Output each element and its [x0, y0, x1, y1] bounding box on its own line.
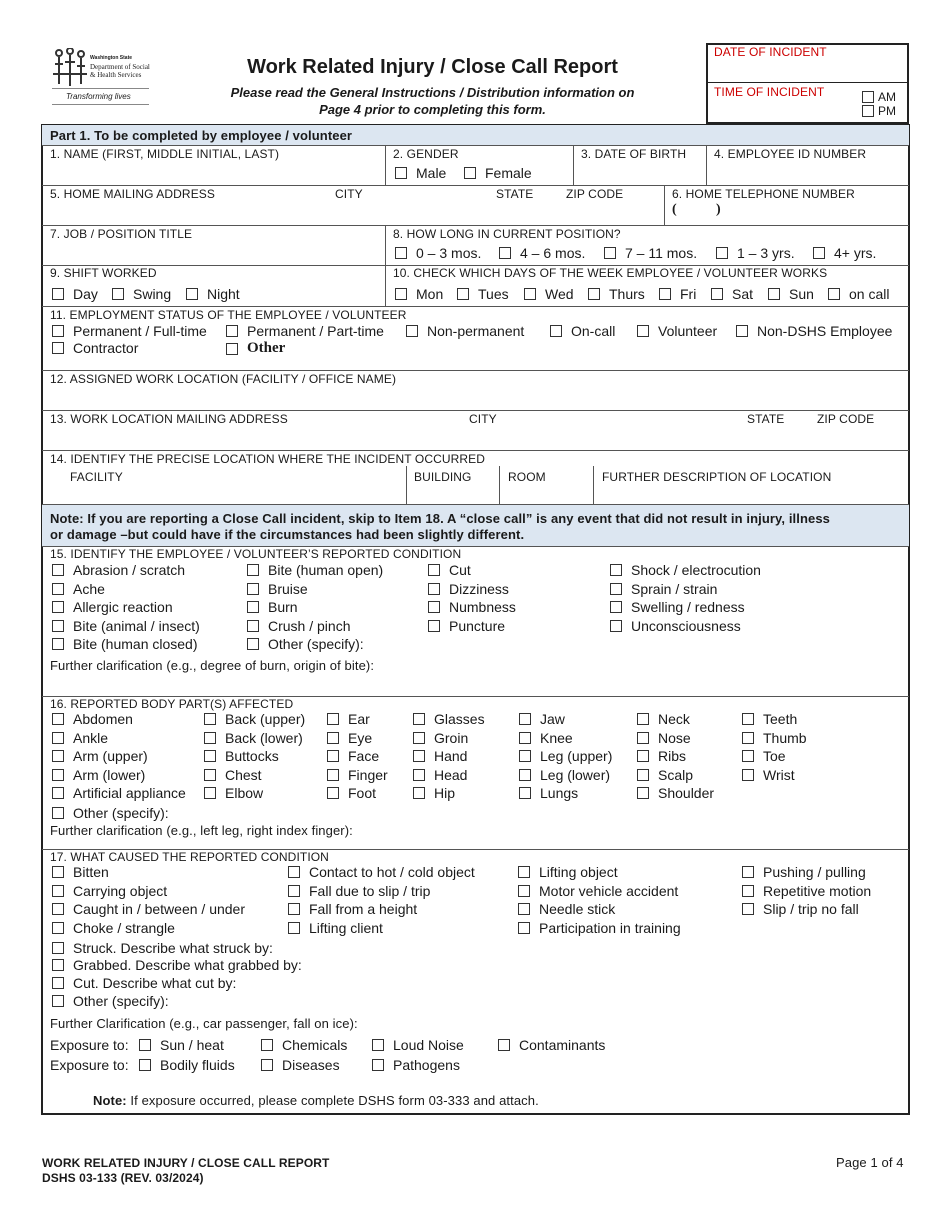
- condition-label: Crush / pinch: [268, 617, 351, 634]
- work-city-label: CITY: [469, 412, 497, 426]
- status-option[interactable]: [406, 323, 524, 339]
- cause-checkbox[interactable]: [52, 883, 167, 899]
- body-part-checkbox[interactable]: [204, 711, 305, 727]
- work-address-field[interactable]: 13. WORK LOCATION MAILING ADDRESS: [50, 412, 288, 426]
- body-part-checkbox[interactable]: [413, 785, 455, 801]
- exposure-option-label: Pathogens: [393, 1057, 460, 1073]
- body-part-label: Shoulder: [658, 785, 715, 802]
- day-option-label: Tues: [478, 286, 509, 302]
- gender-male-label: Male: [416, 165, 447, 181]
- body-part-label: Arm (lower): [73, 766, 146, 783]
- day-option-label: Mon: [416, 286, 444, 302]
- incident-room-field[interactable]: ROOM: [508, 470, 546, 484]
- body-part-label: Ear: [348, 711, 370, 727]
- body-part-label: Jaw: [540, 711, 565, 727]
- body-part-label: Hand: [434, 748, 468, 765]
- exposure-option-label: Contaminants: [519, 1037, 606, 1053]
- logo-dept-1: Department of Social: [90, 63, 150, 71]
- days-label: 10. CHECK WHICH DAYS OF THE WEEK EMPLOYEE / VOLUNTEER WORKS: [393, 266, 828, 280]
- status-option-label: On-call: [571, 323, 616, 339]
- status-option-label: Non-DSHS Employee: [757, 323, 893, 339]
- status-option-label: Contractor: [73, 340, 139, 356]
- body-part-checkbox[interactable]: [52, 730, 108, 746]
- cause-checkbox[interactable]: [52, 920, 175, 936]
- body-parts-label: 16. REPORTED BODY PART(S) AFFECTED: [50, 697, 294, 711]
- body-part-label: Head: [434, 766, 468, 783]
- day-option-label: Sun: [789, 286, 814, 302]
- am-label: AM: [878, 90, 896, 104]
- how-long-option-label: 4+ yrs.: [834, 245, 877, 261]
- condition-checkbox[interactable]: [52, 562, 185, 578]
- body-part-checkbox[interactable]: [52, 748, 148, 764]
- body-part-label: Ribs: [658, 748, 687, 765]
- body-part-checkbox[interactable]: [327, 711, 370, 727]
- body-part-label: Nose: [658, 729, 691, 746]
- part1-heading: Part 1. To be completed by employee / volunteer: [50, 128, 353, 143]
- body-part-checkbox[interactable]: [52, 767, 145, 783]
- condition-label: Bite (human open): [268, 562, 384, 578]
- condition-label: Abrasion / scratch: [73, 562, 186, 578]
- precise-location-label: 14. IDENTIFY THE PRECISE LOCATION WHERE THE INCIDENT OCCURRED: [50, 452, 486, 466]
- exposure-checkbox[interactable]: [261, 1037, 347, 1053]
- cause-label: Carrying object: [73, 882, 168, 899]
- status-option[interactable]: [52, 323, 207, 339]
- cause-label: Bitten: [73, 864, 109, 880]
- condition-checkbox[interactable]: [428, 618, 505, 634]
- condition-label: Puncture: [449, 617, 506, 634]
- cause-label: Contact to hot / cold object: [309, 864, 475, 880]
- dob-field[interactable]: 3. DATE OF BIRTH: [581, 147, 687, 161]
- cause-clarification-field[interactable]: Further Clarification (e.g., car passenger, fall on ice):: [50, 1016, 358, 1031]
- shift-option-label: Night: [207, 286, 240, 302]
- body-part-label: Finger: [348, 766, 388, 783]
- body-part-checkbox[interactable]: [52, 711, 133, 727]
- cause-label: 17. WHAT CAUSED THE REPORTED CONDITION: [50, 850, 329, 864]
- status-option-label: Permanent / Part-time: [247, 323, 384, 339]
- condition-checkbox[interactable]: [428, 599, 516, 615]
- exposure-note-text: If exposure occurred, please complete DSHS form 03-333 and attach.: [126, 1093, 539, 1108]
- cause-label: Slip / trip no fall: [763, 901, 859, 918]
- cause-checkbox[interactable]: [288, 920, 383, 936]
- condition-checkbox[interactable]: [247, 581, 308, 597]
- condition-label: Cut: [449, 562, 471, 578]
- body-part-checkbox[interactable]: [327, 730, 372, 746]
- exposure-label-row-1: Exposure to:: [50, 1037, 129, 1053]
- body-part-label: Thumb: [763, 729, 807, 746]
- cause-label: Repetitive motion: [763, 882, 872, 899]
- instructions-line-1: Please read the General Instructions / Distribution information on: [230, 85, 635, 100]
- body-part-label: Teeth: [763, 711, 798, 727]
- phone-paren-open: (: [672, 202, 677, 217]
- body-part-label: Artificial appliance: [73, 785, 186, 802]
- body-part-checkbox[interactable]: [519, 711, 565, 727]
- status-option[interactable]: [226, 323, 384, 339]
- close-call-note-line-2: or damage –but could have if the circumstances had been slightly different.: [50, 527, 525, 542]
- body-part-label: Abdomen: [73, 711, 133, 727]
- body-part-label: Toe: [763, 748, 786, 765]
- body-part-label: Foot: [348, 785, 377, 802]
- condition-checkbox[interactable]: [52, 618, 200, 634]
- body-part-checkbox[interactable]: [637, 767, 693, 783]
- how-long-option-label: 7 – 11 mos.: [625, 245, 698, 261]
- body-part-checkbox[interactable]: [413, 748, 467, 764]
- body-part-label: Neck: [658, 711, 690, 727]
- body-part-checkbox[interactable]: [637, 785, 714, 801]
- condition-checkbox[interactable]: [247, 562, 383, 578]
- home-phone-field[interactable]: 6. HOME TELEPHONE NUMBER: [672, 187, 855, 201]
- cause-checkbox[interactable]: [52, 901, 245, 917]
- how-long-option-label: 1 – 3 yrs.: [737, 245, 795, 261]
- day-option-label: Sat: [732, 286, 754, 302]
- how-long-option-label: 0 – 3 mos.: [416, 245, 482, 261]
- shift-option[interactable]: [52, 286, 98, 302]
- exposure-option-label: Chemicals: [282, 1037, 348, 1053]
- how-long-option[interactable]: [499, 245, 585, 261]
- body-part-checkbox[interactable]: [204, 730, 303, 746]
- shift-option[interactable]: [186, 286, 240, 302]
- cause-checkbox[interactable]: [518, 883, 678, 899]
- condition-label: Dizziness: [449, 580, 509, 597]
- gender-male-checkbox[interactable]: [395, 165, 446, 181]
- body-part-label: Groin: [434, 729, 469, 746]
- condition-checkbox[interactable]: [52, 581, 105, 597]
- pm-label: PM: [878, 104, 896, 118]
- cause-label: Choke / strangle: [73, 919, 175, 936]
- condition-checkbox[interactable]: [610, 581, 717, 597]
- logo-dept-2: & Health Services: [90, 71, 142, 79]
- status-option-label: Other: [247, 340, 286, 356]
- status-option[interactable]: [52, 340, 138, 356]
- cause-checkbox[interactable]: [288, 901, 417, 917]
- day-option[interactable]: [659, 286, 696, 302]
- body-part-checkbox[interactable]: [742, 748, 786, 764]
- cause-checkbox[interactable]: [742, 864, 866, 880]
- body-part-label: Wrist: [763, 766, 795, 783]
- condition-label: Allergic reaction: [73, 599, 173, 616]
- how-long-label: 8. HOW LONG IN CURRENT POSITION?: [393, 227, 621, 241]
- body-part-label: Elbow: [225, 785, 264, 802]
- home-state-label: STATE: [496, 187, 534, 201]
- body-part-checkbox[interactable]: [204, 785, 263, 801]
- condition-label: Unconsciousness: [631, 617, 741, 634]
- cause-checkbox[interactable]: [742, 901, 859, 917]
- cause-label: Participation in training: [539, 919, 681, 936]
- body-part-checkbox[interactable]: [742, 711, 797, 727]
- exposure-option-label: Bodily fluids: [160, 1057, 235, 1073]
- body-part-label: Scalp: [658, 766, 694, 783]
- incident-location-description-field[interactable]: FURTHER DESCRIPTION OF LOCATION: [602, 470, 832, 484]
- cause-checkbox[interactable]: [518, 864, 618, 880]
- condition-checkbox[interactable]: [428, 581, 509, 597]
- cause-extra-label: Other (specify):: [73, 993, 169, 1009]
- day-option-label: on call: [849, 286, 890, 302]
- body-part-label: Back (upper): [225, 711, 306, 727]
- close-call-note-line-1: Note: If you are reporting a Close Call incident, skip to Item 18. A “close call” is any event that did not result in injury, illness: [50, 511, 830, 526]
- cause-label: Pushing / pulling: [763, 864, 866, 880]
- condition-clarification-field[interactable]: Further clarification (e.g., degree of burn, origin of bite):: [50, 658, 375, 673]
- cause-label: Caught in / between / under: [73, 901, 246, 918]
- day-option[interactable]: [457, 286, 509, 302]
- cause-checkbox[interactable]: [288, 864, 475, 880]
- status-option-label: Volunteer: [658, 323, 718, 339]
- body-part-label: Arm (upper): [73, 748, 148, 765]
- day-option[interactable]: [768, 286, 814, 302]
- name-field[interactable]: 1. NAME (FIRST, MIDDLE INITIAL, LAST): [50, 147, 280, 161]
- body-part-checkbox[interactable]: [413, 730, 468, 746]
- body-part-checkbox[interactable]: [52, 785, 186, 801]
- body-part-label: Leg (upper): [540, 748, 613, 765]
- exposure-checkbox[interactable]: [261, 1057, 340, 1073]
- body-part-checkbox[interactable]: [327, 785, 376, 801]
- body-part-label: Buttocks: [225, 748, 279, 765]
- how-long-option[interactable]: [604, 245, 697, 261]
- body-part-checkbox[interactable]: [204, 748, 279, 764]
- cause-checkbox[interactable]: [518, 901, 615, 917]
- day-option[interactable]: [588, 286, 645, 302]
- body-part-label: Lungs: [540, 785, 579, 802]
- gender-female-checkbox[interactable]: [464, 165, 532, 181]
- shift-option-label: Swing: [133, 286, 172, 302]
- home-city-label: CITY: [335, 187, 363, 201]
- body-part-label: Face: [348, 748, 380, 765]
- body-part-other-label: Other (specify):: [73, 805, 169, 821]
- status-option-label: Permanent / Full-time: [73, 323, 207, 339]
- cause-extra-checkbox[interactable]: [52, 993, 169, 1009]
- dshs-logo: [50, 46, 150, 106]
- cause-checkbox[interactable]: [742, 883, 871, 899]
- footer-page-number: Page 1 of 4: [836, 1155, 904, 1170]
- work-state-label: STATE: [747, 412, 785, 426]
- body-part-checkbox[interactable]: [742, 767, 795, 783]
- condition-label: 15. IDENTIFY THE EMPLOYEE / VOLUNTEER’S REPORTED CONDITION: [50, 547, 462, 561]
- body-part-other-checkbox[interactable]: [52, 805, 169, 821]
- body-part-label: Ankle: [73, 729, 109, 746]
- home-address-field[interactable]: 5. HOME MAILING ADDRESS: [50, 187, 216, 201]
- shift-option[interactable]: [112, 286, 171, 302]
- condition-checkbox[interactable]: [52, 636, 198, 652]
- how-long-option-label: 4 – 6 mos.: [520, 245, 586, 261]
- day-option[interactable]: [524, 286, 574, 302]
- body-part-label: Back (lower): [225, 729, 303, 746]
- body-part-label: Knee: [540, 729, 573, 746]
- exposure-note-bold: Note:: [93, 1093, 127, 1108]
- condition-label: Swelling / redness: [631, 599, 745, 616]
- body-part-checkbox[interactable]: [413, 767, 467, 783]
- cause-extra-checkbox[interactable]: [52, 957, 302, 973]
- exposure-checkbox[interactable]: [139, 1037, 224, 1053]
- logo-tagline: Transforming lives: [66, 92, 131, 101]
- body-parts-clarification-field[interactable]: Further clarification (e.g., left leg, right index finger):: [50, 823, 353, 838]
- body-part-label: Eye: [348, 729, 373, 746]
- gender-label: 2. GENDER: [393, 147, 459, 161]
- body-part-checkbox[interactable]: [519, 730, 573, 746]
- body-part-checkbox[interactable]: [519, 767, 610, 783]
- body-part-checkbox[interactable]: [637, 730, 691, 746]
- day-option-label: Fri: [680, 286, 697, 302]
- condition-checkbox[interactable]: [52, 599, 173, 615]
- exposure-checkbox[interactable]: [498, 1037, 605, 1053]
- body-part-checkbox[interactable]: [519, 785, 578, 801]
- body-part-label: Leg (lower): [540, 766, 611, 783]
- condition-label: Shock / electrocution: [631, 562, 761, 578]
- condition-label: Burn: [268, 599, 298, 616]
- am-checkbox[interactable]: [862, 90, 896, 104]
- day-option[interactable]: [828, 286, 889, 302]
- condition-checkbox[interactable]: [610, 562, 761, 578]
- body-part-label: Chest: [225, 766, 262, 783]
- body-part-label: Glasses: [434, 711, 485, 727]
- date-of-incident-field[interactable]: DATE OF INCIDENT: [714, 45, 827, 59]
- body-part-checkbox[interactable]: [519, 748, 612, 764]
- status-option-other[interactable]: [226, 340, 285, 357]
- exposure-note: [93, 1093, 539, 1108]
- cause-extra-label: Grabbed. Describe what grabbed by:: [73, 957, 302, 973]
- day-option[interactable]: [395, 286, 443, 302]
- status-option-label: Non-permanent: [427, 323, 525, 339]
- body-part-checkbox[interactable]: [204, 767, 262, 783]
- body-part-checkbox[interactable]: [742, 730, 807, 746]
- how-long-option[interactable]: [813, 245, 876, 261]
- shift-label: 9. SHIFT WORKED: [50, 266, 157, 280]
- cause-checkbox[interactable]: [52, 864, 109, 880]
- how-long-option[interactable]: [395, 245, 481, 261]
- exposure-label-row-2: Exposure to:: [50, 1057, 129, 1073]
- day-option-label: Wed: [545, 286, 574, 302]
- body-part-checkbox[interactable]: [327, 767, 388, 783]
- condition-label: Numbness: [449, 599, 516, 616]
- footer-form-title: WORK RELATED INJURY / CLOSE CALL REPORT: [42, 1156, 330, 1170]
- pm-checkbox[interactable]: [862, 104, 896, 118]
- page-title: Work Related Injury / Close Call Report: [247, 56, 618, 78]
- condition-checkbox[interactable]: [247, 618, 350, 634]
- footer-form-number: DSHS 03-133 (REV. 03/2024): [42, 1171, 204, 1185]
- exposure-checkbox[interactable]: [372, 1057, 460, 1073]
- employee-id-field[interactable]: 4. EMPLOYEE ID NUMBER: [714, 147, 867, 161]
- day-option-label: Thurs: [609, 286, 645, 302]
- body-part-checkbox[interactable]: [327, 748, 379, 764]
- condition-label: Ache: [73, 580, 105, 597]
- status-option[interactable]: [736, 323, 892, 339]
- condition-checkbox[interactable]: [247, 599, 298, 615]
- cause-extra-checkbox[interactable]: [52, 975, 236, 991]
- cause-label: Fall due to slip / trip: [309, 882, 431, 899]
- cause-checkbox[interactable]: [518, 920, 681, 936]
- condition-label: Bite (human closed): [73, 636, 198, 653]
- body-part-checkbox[interactable]: [413, 711, 485, 727]
- condition-checkbox[interactable]: [610, 599, 745, 615]
- how-long-option[interactable]: [716, 245, 795, 261]
- instructions-line-2: Page 4 prior to completing this form.: [319, 102, 546, 117]
- condition-label: Other (specify):: [268, 636, 364, 653]
- exposure-checkbox[interactable]: [139, 1057, 235, 1073]
- time-of-incident-field[interactable]: TIME OF INCIDENT: [714, 85, 825, 99]
- condition-label: Sprain / strain: [631, 580, 718, 597]
- condition-checkbox[interactable]: [247, 636, 364, 652]
- body-part-label: Hip: [434, 785, 456, 802]
- condition-checkbox[interactable]: [610, 618, 741, 634]
- gender-female-label: Female: [485, 165, 532, 181]
- dshs-logo-figures-icon: [52, 48, 88, 88]
- employment-status-label: 11. EMPLOYMENT STATUS OF THE EMPLOYEE / VOLUNTEER: [50, 308, 407, 322]
- exposure-option-label: Loud Noise: [393, 1037, 464, 1053]
- cause-label: Fall from a height: [309, 901, 418, 918]
- assigned-location-field[interactable]: 12. ASSIGNED WORK LOCATION (FACILITY / OFFICE NAME): [50, 372, 397, 386]
- exposure-option-label: Sun / heat: [160, 1037, 224, 1053]
- status-option[interactable]: [550, 323, 615, 339]
- incident-building-field[interactable]: BUILDING: [414, 470, 472, 484]
- cause-label: Lifting object: [539, 864, 618, 880]
- shift-option-label: Day: [73, 286, 98, 302]
- cause-label: Lifting client: [309, 919, 383, 936]
- cause-extra-label: Cut. Describe what cut by:: [73, 975, 237, 991]
- job-title-field[interactable]: 7. JOB / POSITION TITLE: [50, 227, 193, 241]
- cause-checkbox[interactable]: [288, 883, 430, 899]
- status-option[interactable]: [637, 323, 717, 339]
- cause-extra-label: Struck. Describe what struck by:: [73, 940, 273, 956]
- body-part-checkbox[interactable]: [637, 711, 690, 727]
- home-zip-label: ZIP CODE: [566, 187, 624, 201]
- phone-paren-close: ): [716, 202, 721, 217]
- condition-checkbox[interactable]: [428, 562, 471, 578]
- body-part-checkbox[interactable]: [637, 748, 686, 764]
- incident-facility-field[interactable]: FACILITY: [70, 470, 123, 484]
- cause-label: Motor vehicle accident: [539, 882, 679, 899]
- exposure-option-label: Diseases: [282, 1057, 340, 1073]
- exposure-checkbox[interactable]: [372, 1037, 464, 1053]
- work-zip-label: ZIP CODE: [817, 412, 875, 426]
- condition-label: Bruise: [268, 580, 308, 597]
- logo-state: Washington State: [90, 55, 133, 61]
- cause-label: Needle stick: [539, 901, 616, 918]
- day-option[interactable]: [711, 286, 753, 302]
- condition-label: Bite (animal / insect): [73, 617, 200, 634]
- cause-extra-checkbox[interactable]: [52, 940, 273, 956]
